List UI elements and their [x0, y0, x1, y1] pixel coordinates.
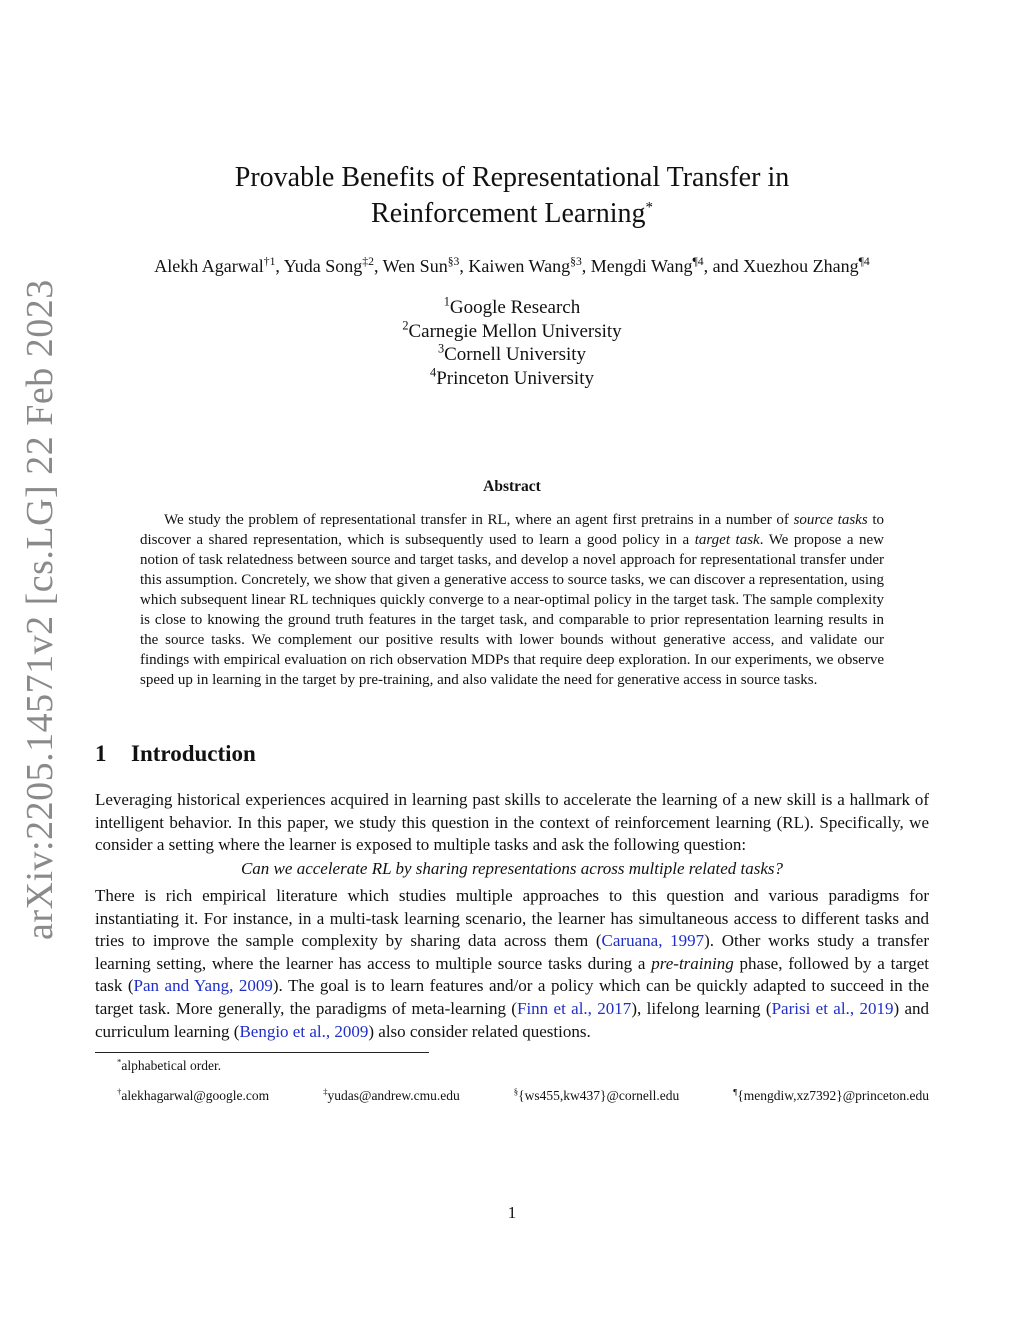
citation-caruana[interactable]: Caruana, 1997: [601, 931, 705, 951]
paper-title: [100, 160, 924, 232]
author-6: Xuezhou Zhang$^{\P 4}$: [743, 255, 870, 276]
title-line-1: Provable Benefits of Representational Transfer in: [234, 162, 790, 193]
email-princeton: ¶{mengdiw,xz7392}@princeton.edu: [733, 1086, 929, 1103]
author-2: Yuda Song$^{\ddagger 2}$,: [283, 255, 383, 276]
author-list: [60, 256, 964, 277]
citation-bengio[interactable]: Bengio et al., 2009: [239, 1021, 369, 1041]
email-cornell: §{ws455,kw437}@cornell.edu: [513, 1086, 680, 1103]
page-number: 1: [507, 1203, 517, 1222]
affiliation-4: $^4$Princeton University: [430, 365, 594, 389]
citation-finn[interactable]: Finn et al., 2017: [516, 998, 632, 1018]
email-agarwal: †alekhagarwal@google.com: [117, 1086, 270, 1103]
author-1: Alekh Agarwal$^{\dagger 1}$,: [154, 255, 284, 276]
email-song: ‡yudas@andrew.cmu.edu: [323, 1086, 460, 1103]
title-footnote-mark: *: [645, 199, 653, 216]
section-heading-introduction: [95, 741, 256, 767]
section-title: Introduction: [131, 741, 256, 766]
author-5: Mengdi Wang$^{\P 4}$, and: [590, 255, 744, 276]
footnote-alphabetical: *alphabetical order.: [117, 1056, 222, 1073]
intro-paragraph-2: There is rich empirical literature which studies multiple approaches to this question and various paradigms for instantiating it. For instance, in a multi-task learning scenario, the learner has simultaneous access to different tasks and tries to improve the sample complexity by sharing data across them (Caruana, 1997). Other works study a transfer learning setting, where the learner has access to multiple source tasks during a pre-training phase, followed by a target task (Pan and Yang, 2009). The goal is to learn features and/or a policy which can be quickly adapted to succeed in the target task. More generally, the paradigms of meta-learning (Finn et al., 2017), lifelong learning (Parisi et al., 2019) and curriculum learning (Bengio et al., 2009) also consider related questions.: [95, 886, 930, 1041]
research-question: Can we accelerate RL by sharing representations across multiple related tasks?: [240, 859, 784, 878]
citation-pan-yang[interactable]: Pan and Yang, 2009: [133, 976, 273, 996]
footnote-emails: [117, 1088, 929, 1104]
affiliation-3: $^3$Cornell University: [437, 341, 587, 365]
citation-parisi[interactable]: Parisi et al., 2019: [771, 998, 894, 1018]
affiliation-list: [200, 296, 824, 390]
abstract-heading: Abstract: [483, 478, 541, 495]
intro-paragraph-1: Leveraging historical experiences acquired in learning past skills to accelerate the learning of a new skill is a hallmark of intelligent behavior. In this paper, we study this question in the context of reinforcement learning (RL). Specifically, we consider a setting where the learner is exposed to multiple tasks and ask the following question:: [95, 790, 929, 855]
author-4: Kaiwen Wang$^{\S 3}$,: [468, 255, 591, 276]
title-line-2: Reinforcement Learning*: [371, 198, 653, 229]
affiliation-1: $^1$Google Research: [443, 294, 581, 318]
section-number: 1: [95, 741, 107, 766]
author-3: Wen Sun$^{\S 3}$,: [382, 255, 469, 276]
footnote-divider: [95, 1052, 429, 1053]
arxiv-identifier: arXiv:2205.14571v2 [cs.LG] 22 Feb 2023: [19, 279, 61, 940]
affiliation-2: $^2$Carnegie Mellon University: [402, 318, 622, 342]
abstract-body: We study the problem of representational transfer in RL, where an agent first pretrains in a number of source tasks to discover a shared representation, which is subsequently used to learn a good policy in a target task. We propose a new notion of task relatedness between source and target tasks, and develop a novel approach for representational transfer under this assumption. Concretely, we show that given a generative access to source tasks, we can discover a representation, using which subsequent linear RL techniques quickly converge to a near-optimal policy in the target task. The sample complexity is close to knowing the ground truth features in the target task, and comparable to prior representation learning results in the source tasks. We complement our positive results with lower bounds without generative access, and validate our findings with empirical evaluation on rich observation MDPs that require deep exploration. In our experiments, we observe speed up in learning in the target by pre-training, and also validate the need for generative access in source tasks.: [140, 512, 885, 688]
